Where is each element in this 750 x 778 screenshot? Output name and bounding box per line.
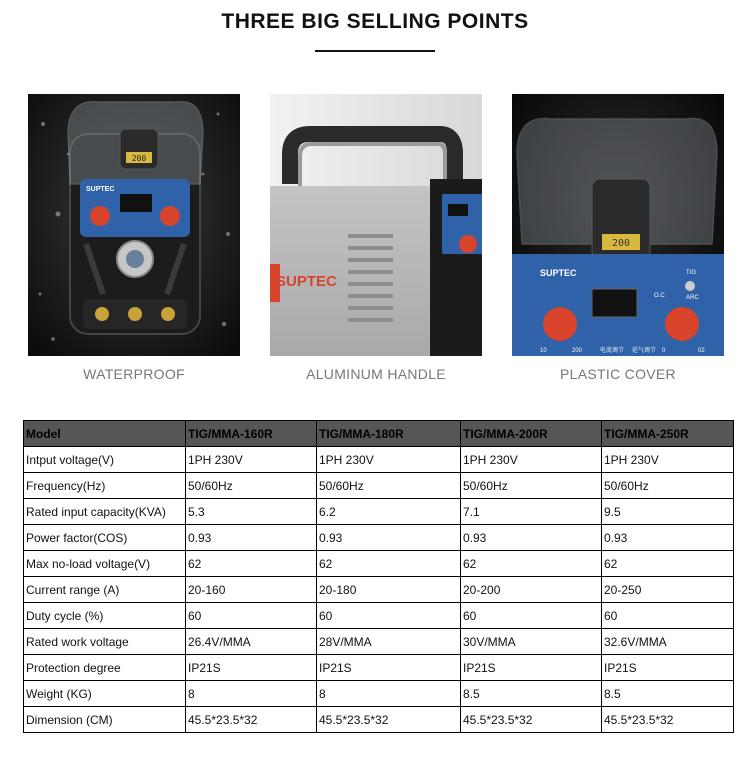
caption-plastic-cover: PLASTIC COVER — [560, 366, 676, 382]
left-knob-label: 电流调节 — [600, 347, 625, 354]
table-cell: 8.5 — [602, 681, 734, 707]
table-cell: 8 — [186, 681, 317, 707]
knob-right-min: 0 — [662, 348, 666, 354]
table-row — [24, 655, 734, 681]
table-cell: 45.5*23.5*32 — [186, 707, 317, 733]
table-row — [24, 499, 734, 525]
table-row — [24, 577, 734, 603]
table-cell: 20-250 — [602, 577, 734, 603]
row-label: Dimension (CM) — [24, 707, 186, 733]
table-cell: 45.5*23.5*32 — [602, 707, 734, 733]
table-cell: 0.93 — [317, 525, 461, 551]
table-row — [24, 473, 734, 499]
table-cell: 60 — [602, 603, 734, 629]
table-cell: 20-200 — [461, 577, 602, 603]
table-cell: 0.93 — [186, 525, 317, 551]
knob-left-max: 200 — [572, 348, 583, 354]
header-col: TIG/MMA-160R — [186, 421, 317, 447]
table-cell: IP21S — [186, 655, 317, 681]
table-cell: 45.5*23.5*32 — [461, 707, 602, 733]
table-cell: 28V/MMA — [317, 629, 461, 655]
table-cell: 20-180 — [317, 577, 461, 603]
table-cell: 62 — [317, 551, 461, 577]
brand-logo: SUPTEC — [86, 186, 115, 193]
row-label: Duty cycle (%) — [24, 603, 186, 629]
header-col: TIG/MMA-250R — [602, 421, 734, 447]
brand-logo: SUPTEC — [276, 273, 337, 290]
row-label: Intput voltage(V) — [24, 447, 186, 473]
row-label: Power factor(COS) — [24, 525, 186, 551]
table-cell: 7.1 — [461, 499, 602, 525]
table-cell: 50/60Hz — [186, 473, 317, 499]
brand-logo: SUPTEC — [540, 268, 577, 278]
row-label: Rated work voltage — [24, 629, 186, 655]
table-cell: 62 — [186, 551, 317, 577]
spec-table-body — [24, 447, 734, 733]
title-underline — [315, 50, 435, 52]
caption-waterproof: WATERPROOF — [83, 366, 185, 382]
display-value: 200 — [611, 238, 631, 249]
table-cell: 0.93 — [461, 525, 602, 551]
table-row — [24, 447, 734, 473]
table-cell: 0.93 — [602, 525, 734, 551]
table-cell: 1PH 230V — [461, 447, 602, 473]
table-cell: IP21S — [602, 655, 734, 681]
table-cell: 5.3 — [186, 499, 317, 525]
photo-aluminum-handle — [270, 94, 482, 356]
table-cell: 50/60Hz — [461, 473, 602, 499]
table-cell: 60 — [186, 603, 317, 629]
knob-left-min: 10 — [540, 348, 547, 354]
table-cell: 60 — [461, 603, 602, 629]
right-knob-label: 延气调节 — [632, 347, 657, 354]
knob-right-max: 02 — [698, 348, 705, 354]
header-model: Model — [24, 421, 186, 447]
table-cell: 30V/MMA — [461, 629, 602, 655]
row-label: Weight (KG) — [24, 681, 186, 707]
table-cell: 62 — [461, 551, 602, 577]
display-value: 200 — [131, 154, 147, 163]
row-label: Rated input capacity(KVA) — [24, 499, 186, 525]
table-cell: 26.4V/MMA — [186, 629, 317, 655]
table-row — [24, 525, 734, 551]
table-row — [24, 681, 734, 707]
row-label: Current range (A) — [24, 577, 186, 603]
spec-table — [23, 420, 734, 733]
photo-waterproof — [28, 94, 240, 356]
row-label: Max no-load voltage(V) — [24, 551, 186, 577]
switch-label-top: TIG — [686, 270, 696, 276]
indicator-label: O.C — [654, 293, 665, 299]
caption-aluminum-handle: ALUMINUM HANDLE — [306, 366, 446, 382]
table-row — [24, 551, 734, 577]
row-label: Protection degree — [24, 655, 186, 681]
table-cell: 20-160 — [186, 577, 317, 603]
switch-label-bottom: ARC — [686, 295, 699, 301]
table-cell: 8.5 — [461, 681, 602, 707]
table-cell: 6.2 — [317, 499, 461, 525]
table-cell: IP21S — [461, 655, 602, 681]
table-cell: 62 — [602, 551, 734, 577]
table-cell: 50/60Hz — [317, 473, 461, 499]
table-cell: 1PH 230V — [602, 447, 734, 473]
page-title: THREE BIG SELLING POINTS — [221, 10, 529, 33]
header-col: TIG/MMA-180R — [317, 421, 461, 447]
photo-plastic-cover — [512, 94, 724, 356]
table-cell: 9.5 — [602, 499, 734, 525]
header-col: TIG/MMA-200R — [461, 421, 602, 447]
table-header-row — [24, 421, 734, 447]
table-row — [24, 603, 734, 629]
table-cell: 45.5*23.5*32 — [317, 707, 461, 733]
table-cell: 1PH 230V — [317, 447, 461, 473]
table-row — [24, 629, 734, 655]
table-cell: IP21S — [317, 655, 461, 681]
table-cell: 60 — [317, 603, 461, 629]
table-cell: 50/60Hz — [602, 473, 734, 499]
row-label: Frequency(Hz) — [24, 473, 186, 499]
table-cell: 32.6V/MMA — [602, 629, 734, 655]
table-row — [24, 707, 734, 733]
table-cell: 8 — [317, 681, 461, 707]
table-cell: 1PH 230V — [186, 447, 317, 473]
